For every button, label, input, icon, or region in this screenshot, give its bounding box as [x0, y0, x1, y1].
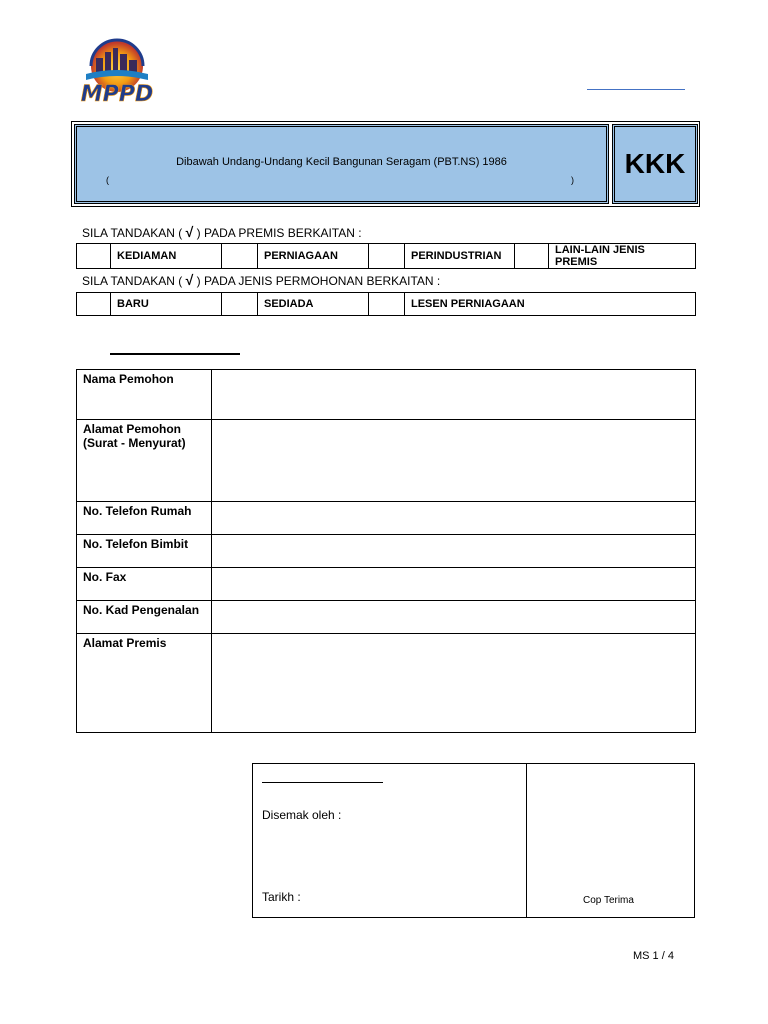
- section-heading-line: [110, 353, 240, 355]
- stamp-label: Cop Terima: [583, 895, 634, 906]
- row-label-alamat-premis: Alamat Premis: [77, 634, 212, 733]
- table-row: [77, 370, 696, 420]
- field-telefon-bimbit[interactable]: [212, 535, 696, 568]
- header-paren-open: (: [106, 175, 109, 185]
- alamat-pemohon-sublabel: (Surat - Menyurat): [83, 436, 186, 450]
- permohonan-prompt: SILA TANDAKAN ( √ ) PADA JENIS PERMOHONAN BERKAITAN :: [82, 272, 441, 288]
- mppd-logo: [76, 36, 158, 108]
- row-label-telefon-rumah: No. Telefon Rumah: [77, 502, 212, 535]
- checkbox-lesen-perniagaan[interactable]: [369, 293, 405, 316]
- row-label-fax: No. Fax: [77, 568, 212, 601]
- row-label-kad-pengenalan: No. Kad Pengenalan: [77, 601, 212, 634]
- svg-text:MPPD: MPPD: [80, 82, 154, 107]
- checkbox-kediaman[interactable]: [77, 244, 111, 269]
- premis-prompt: SILA TANDAKAN ( √ ) PADA PREMIS BERKAITAN :: [82, 224, 362, 240]
- form-code: KKK: [612, 124, 698, 204]
- checkbox-sediada[interactable]: [222, 293, 258, 316]
- signature-line[interactable]: [262, 782, 383, 783]
- verification-divider: [526, 763, 527, 918]
- header-subtitle: Dibawah Undang-Undang Kecil Bangunan Seragam (PBT.NS) 1986: [176, 156, 507, 168]
- checkbox-lain-lain[interactable]: [515, 244, 549, 269]
- field-nama-pemohon[interactable]: [212, 370, 696, 420]
- row-label-telefon-bimbit: No. Telefon Bimbit: [77, 535, 212, 568]
- reference-number-line: [587, 89, 685, 90]
- checked-by-label: Disemak oleh :: [262, 808, 342, 822]
- option-label-baru: BARU: [111, 293, 222, 316]
- date-label: Tarikh :: [262, 890, 301, 904]
- table-row: [77, 568, 696, 601]
- field-fax[interactable]: [212, 568, 696, 601]
- checkbox-perindustrian[interactable]: [369, 244, 405, 269]
- field-alamat-pemohon[interactable]: [212, 420, 696, 502]
- option-label-kediaman: KEDIAMAN: [111, 244, 222, 269]
- table-row: [77, 535, 696, 568]
- table-row: [77, 601, 696, 634]
- option-label-lesen-perniagaan: LESEN PERNIAGAAN: [405, 293, 696, 316]
- table-row: [77, 420, 696, 502]
- field-kad-pengenalan[interactable]: [212, 601, 696, 634]
- table-row: [77, 634, 696, 733]
- row-label-alamat-pemohon: [77, 420, 212, 502]
- option-label-lain-lain: LAIN-LAIN JENIS PREMIS: [549, 244, 696, 269]
- checkbox-baru[interactable]: [77, 293, 111, 316]
- permohonan-options-table: [76, 292, 696, 316]
- field-alamat-premis[interactable]: [212, 634, 696, 733]
- header-paren-close: ): [571, 175, 574, 185]
- field-telefon-rumah[interactable]: [212, 502, 696, 535]
- row-label-nama-pemohon: Nama Pemohon: [77, 370, 212, 420]
- option-label-sediada: SEDIADA: [258, 293, 369, 316]
- checkbox-perniagaan[interactable]: [222, 244, 258, 269]
- premis-options-table: [76, 243, 696, 269]
- table-row: [77, 502, 696, 535]
- alamat-pemohon-label: Alamat Pemohon: [83, 422, 182, 436]
- applicant-info-table: [76, 369, 696, 733]
- option-label-perindustrian: PERINDUSTRIAN: [405, 244, 515, 269]
- page-number: MS 1 / 4: [633, 950, 674, 962]
- option-label-perniagaan: PERNIAGAAN: [258, 244, 369, 269]
